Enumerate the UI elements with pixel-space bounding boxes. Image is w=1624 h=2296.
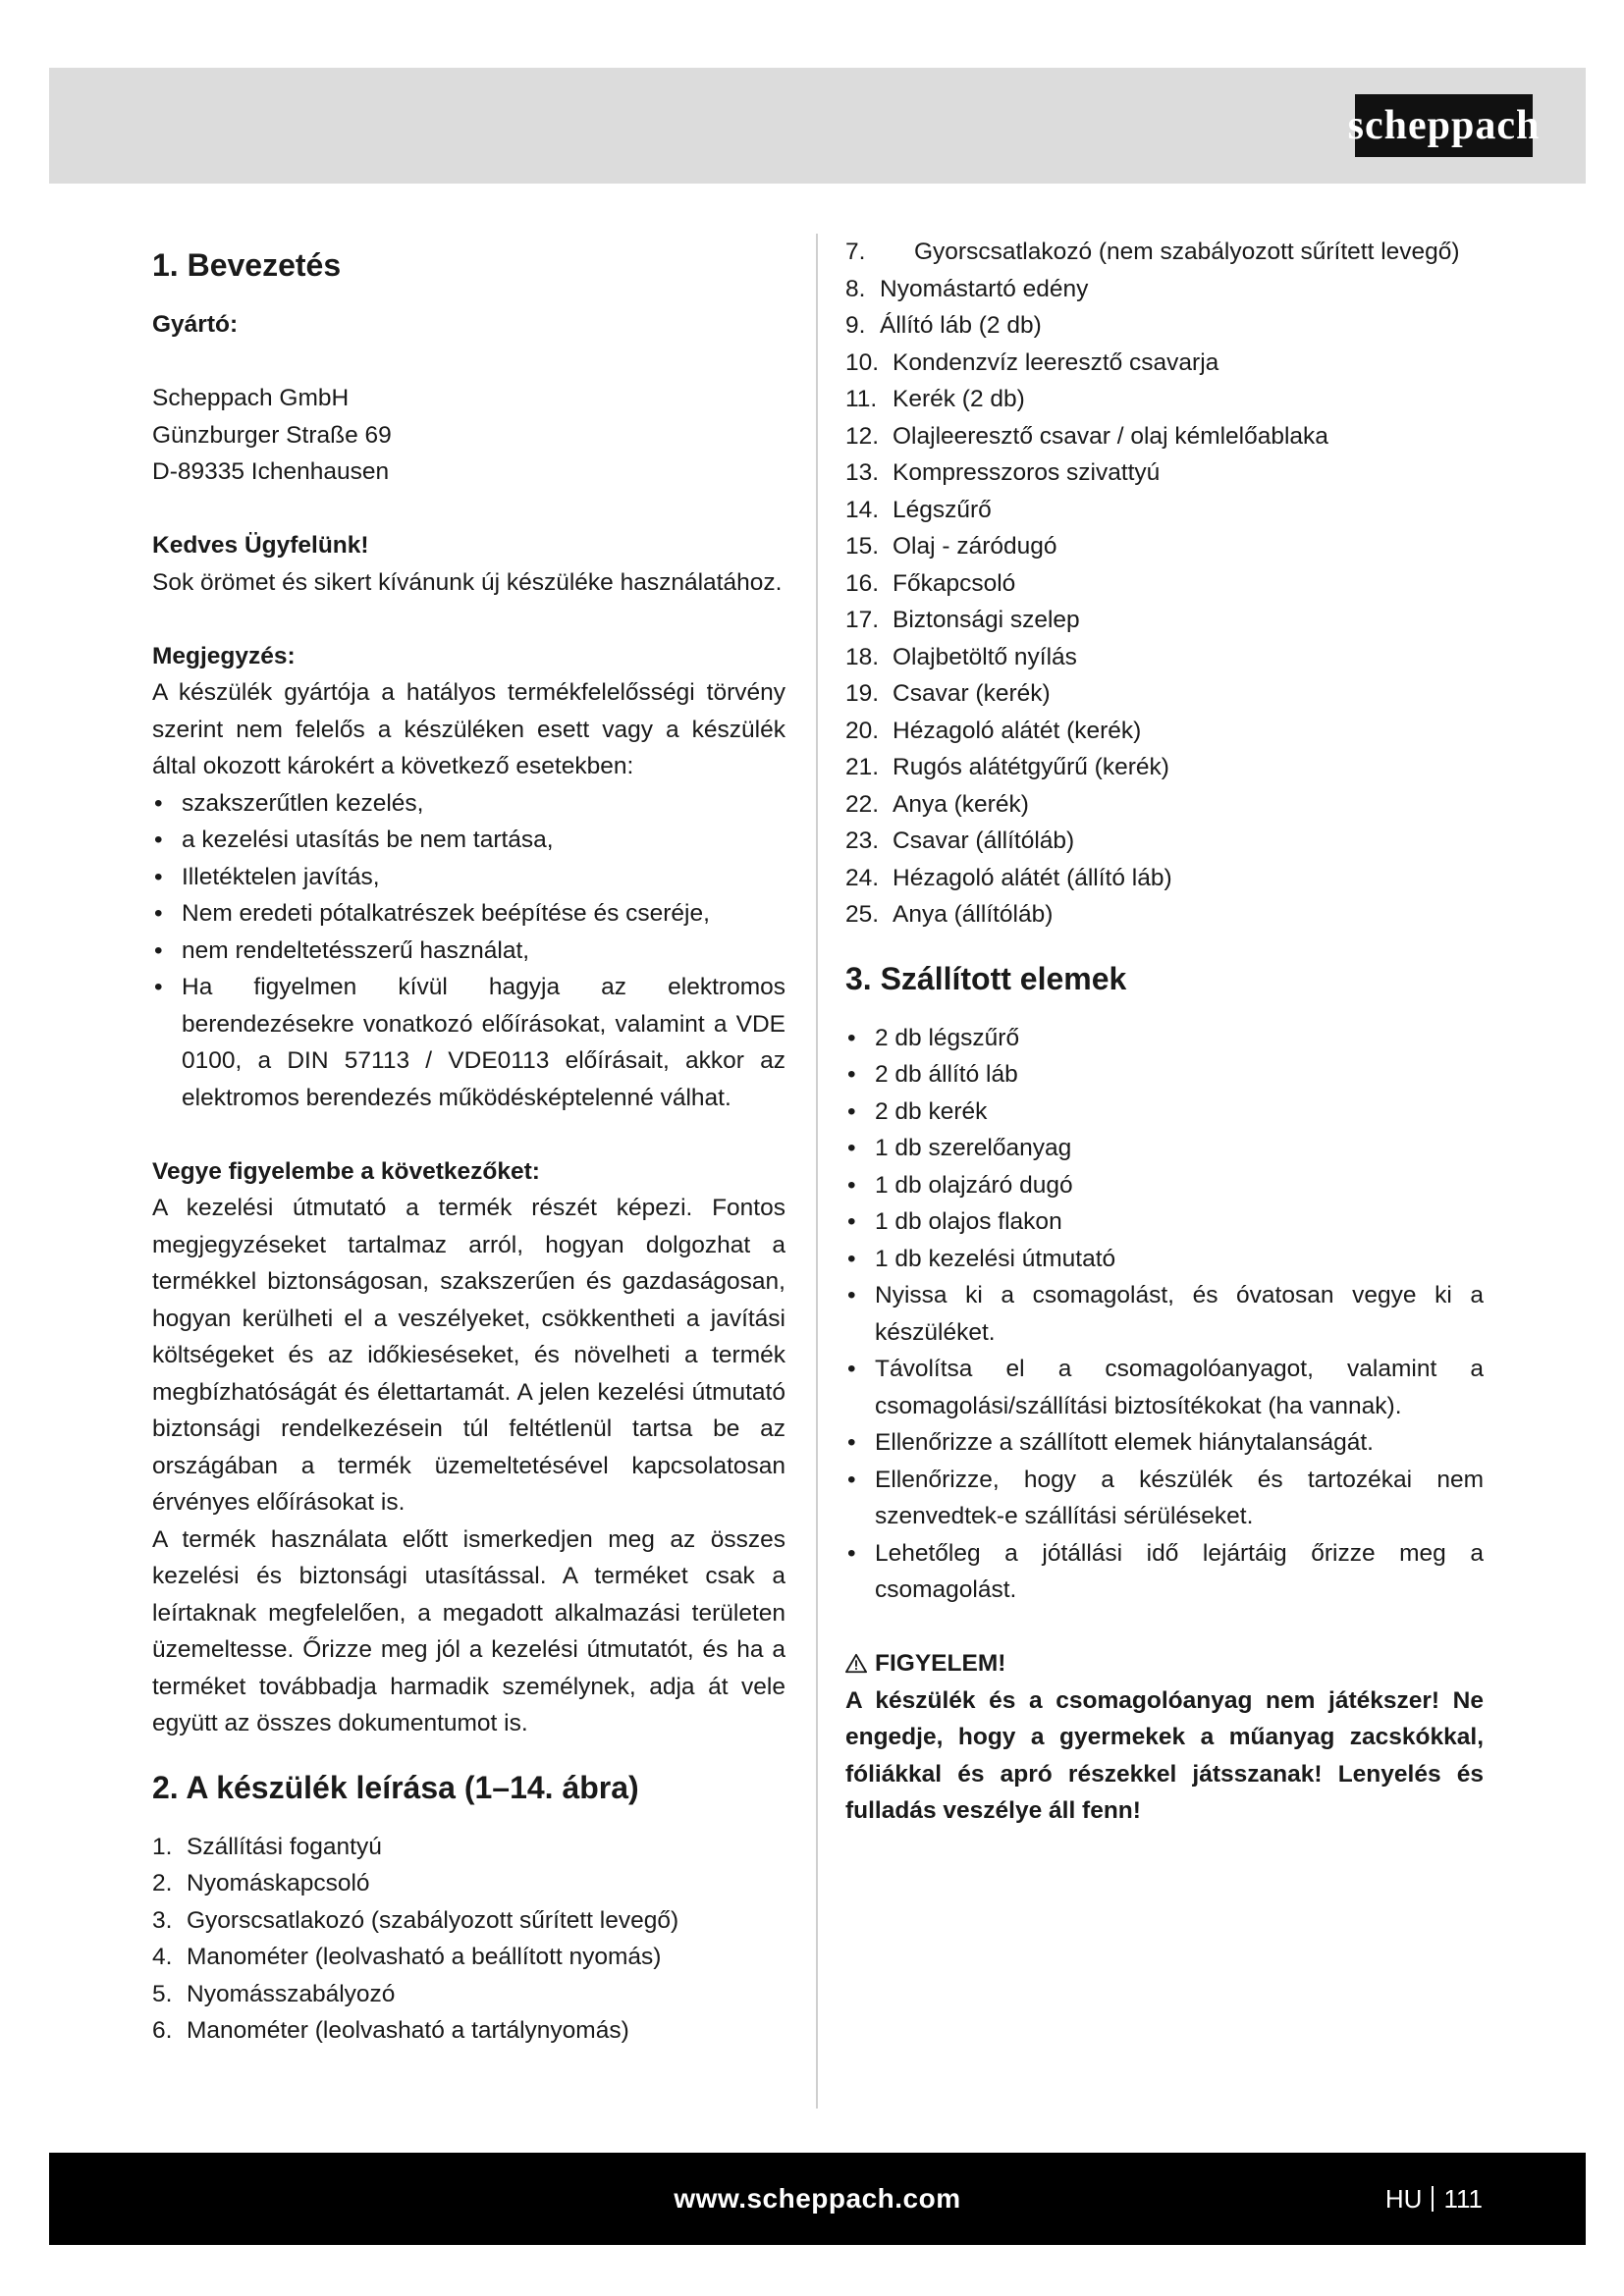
list-item: • 2 db kerék [845,1094,1484,1131]
right-column [845,234,1484,1830]
list-item: • 1 db szerelőanyag [845,1130,1484,1167]
list-item: • 2 db légszűrő [845,1020,1484,1057]
list-item: 17. Biztonsági szelep [845,607,1080,633]
list-item: • szakszerűtlen kezelés, [152,785,785,823]
list-item: • Illetéktelen javítás, [152,859,785,896]
brand-logo-text: scheppach [1347,103,1541,148]
list-item: 18. Olajbetöltő nyílás [845,643,1077,670]
list-item: 13. Kompresszoros szivattyú [845,459,1161,486]
address-line: Günzburger Straße 69 [152,421,392,449]
list-item: • Nyissa ki a csomagolást, és óvatosan vegye ki a készüléket. [845,1277,1484,1351]
address-line: D-89335 Ichenhausen [152,458,390,485]
footer-url[interactable]: www.scheppach.com [674,2183,961,2214]
page-separator [1432,2186,1434,2212]
warning-title [845,1645,1484,1682]
list-item: • a kezelési utasítás be nem tartása, [152,822,785,859]
greeting-text: Sok örömet és sikert kívánunk új készüléke használatához. [152,568,783,596]
list-item: 11. Kerék (2 db) [845,386,1025,412]
list-item: • Ellenőrizze, hogy a készülék és tartozékai nem szenvedtek-e szállítási sérüléseket. [845,1462,1484,1535]
list-item: • Ellenőrizze a szállított elemek hiánytalanságát. [845,1424,1484,1462]
parts-list [152,1829,785,2050]
list-item: • 1 db kezelési útmutató [845,1241,1484,1278]
list-item: • 2 db állító láb [845,1056,1484,1094]
list-item: 12. Olajleeresztő csavar / olaj kémlelőablaka [845,422,1328,450]
list-item: 9. Állító láb (2 db) [845,312,1042,339]
list-item: 24. Hézagoló alátét (állító láb) [845,864,1172,891]
list-item: 21. Rugós alátétgyűrű (kerék) [845,754,1169,780]
list-item: 1. Szállítási fogantyú [152,1833,382,1860]
page-indicator [1385,2153,1483,2245]
list-item: 10. Kondenzvíz leeresztő csavarja [845,348,1219,376]
list-item: 15. Olaj - záródugó [845,533,1057,560]
list-item: 6. Manométer (leolvasható a tartálynyomás) [152,2017,629,2044]
delivered-list [845,1020,1484,1609]
section-3-title: 3. Szállított elemek [845,960,1127,996]
list-item: 23. Csavar (állítóláb) [845,828,1075,854]
list-item: 4. Manométer (leolvasható a beállított nyomás) [152,1944,662,1970]
warning-title-text: FIGYELEM! [875,1650,1006,1677]
list-item: 2. Nyomáskapcsoló [152,1870,370,1896]
list-item: 16. Főkapcsoló [845,569,1016,597]
parts-list [845,234,1484,934]
list-item: 20. Hézagoló alátét (kerék) [845,717,1142,744]
list-item: 14. Légszűrő [845,496,992,523]
list-item: • 1 db olajos flakon [845,1203,1484,1241]
manufacturer-label: Gyártó: [152,311,239,338]
address-line: Scheppach GmbH [152,385,350,411]
list-item: 8. Nyomástartó edény [845,275,1089,302]
footer-bar [49,2153,1586,2245]
column-divider [816,234,818,2109]
warning-icon [845,1653,867,1675]
greeting: Kedves Ügyfelünk! [152,532,369,559]
list-item: 3. Gyorscsatlakozó (szabályozott sűrített levegő) [152,1906,679,1934]
left-column [152,234,785,2050]
list-item: 22. Anya (kerék) [845,790,1029,818]
list-item: • Nem eredeti pótalkatrészek beépítése és cseréje, [152,895,785,933]
note-text: A készülék gyártója a hatályos termékfelelősségi törvény szerint nem felelős a készüléken esett vagy a készülék által okozott károkért a következő esetekben: [152,679,785,779]
consider-label: Vegye figyelembe a következőket: [152,1157,540,1185]
list-item: • Távolítsa el a csomagolóanyagot, valamint a csomagolási/szállítási biztosítékokat (ha vannak). [845,1351,1484,1424]
list-item: • Ha figyelmen kívül hagyja az elektromos berendezésekre vonatkozó előírásokat, valamint a VDE 0100, a DIN 57113 / VDE0113 előírásait, akkor az elektromos berendezés működésképtelenné válhat. [152,969,785,1116]
list-item: 25. Anya (állítóláb) [845,901,1054,928]
language-code: HU [1384,2184,1423,2214]
note-label: Megjegyzés: [152,642,296,669]
section-2-title: 2. A készülék leírása (1–14. ábra) [152,1769,639,1805]
list-item: • 1 db olajzáró dugó [845,1167,1484,1204]
list-item: 7. Gyorscsatlakozó (nem szabályozott sűrített levegő) [845,239,1460,265]
consider-paragraph: A termék használata előtt ismerkedjen meg az összes kezelési és biztonsági utasítással. A terméket csak a leírtaknak megfelelően, a megadott alkalmazási területen üzemeltesse. Őrizze meg jól a kezelési útmutatót, és ha a terméket továbbadja harmadik személynek, adja át vele együtt az összes dokumentumot is. [152,1525,785,1736]
list-item: • Lehetőleg a jótállási idő lejártáig őrizze meg a csomagolást. [845,1535,1484,1609]
list-item: 5. Nyomásszabályozó [152,1980,396,2007]
list-item: 19. Csavar (kerék) [845,680,1051,707]
brand-logo [1347,94,1541,157]
section-1-title: 1. Bevezetés [152,247,342,283]
consider-paragraph: A kezelési útmutató a termék részét képezi. Fontos megjegyzéseket tartalmaz arról, hogyan dolgozhat a termékkel biztonságosan, szakszerűen és gazdaságosan, hogyan kerülheti el a veszélyeket, csökkentheti a javítási költségeket és az időkieséseket, és növelheti a termék megbízhatóságát és élettartamát. A jelen kezelési útmutató biztonsági rendelkezésein túl feltétlenül tartsa be az országában a termék üzemeltetésével kapcsolatosan érvényes előírásokat is. [152,1195,785,1516]
note-list [152,785,785,1117]
page-number: 111 [1443,2184,1483,2214]
warning-text: A készülék és a csomagolóanyag nem játékszer! Ne engedje, hogy a gyermekek a műanyag zacskókkal, fóliákkal és apró részekkel játsszanak! Lenyelés és fulladás veszélye áll fenn! [845,1686,1484,1824]
list-item: • nem rendeltetésszerű használat, [152,933,785,970]
